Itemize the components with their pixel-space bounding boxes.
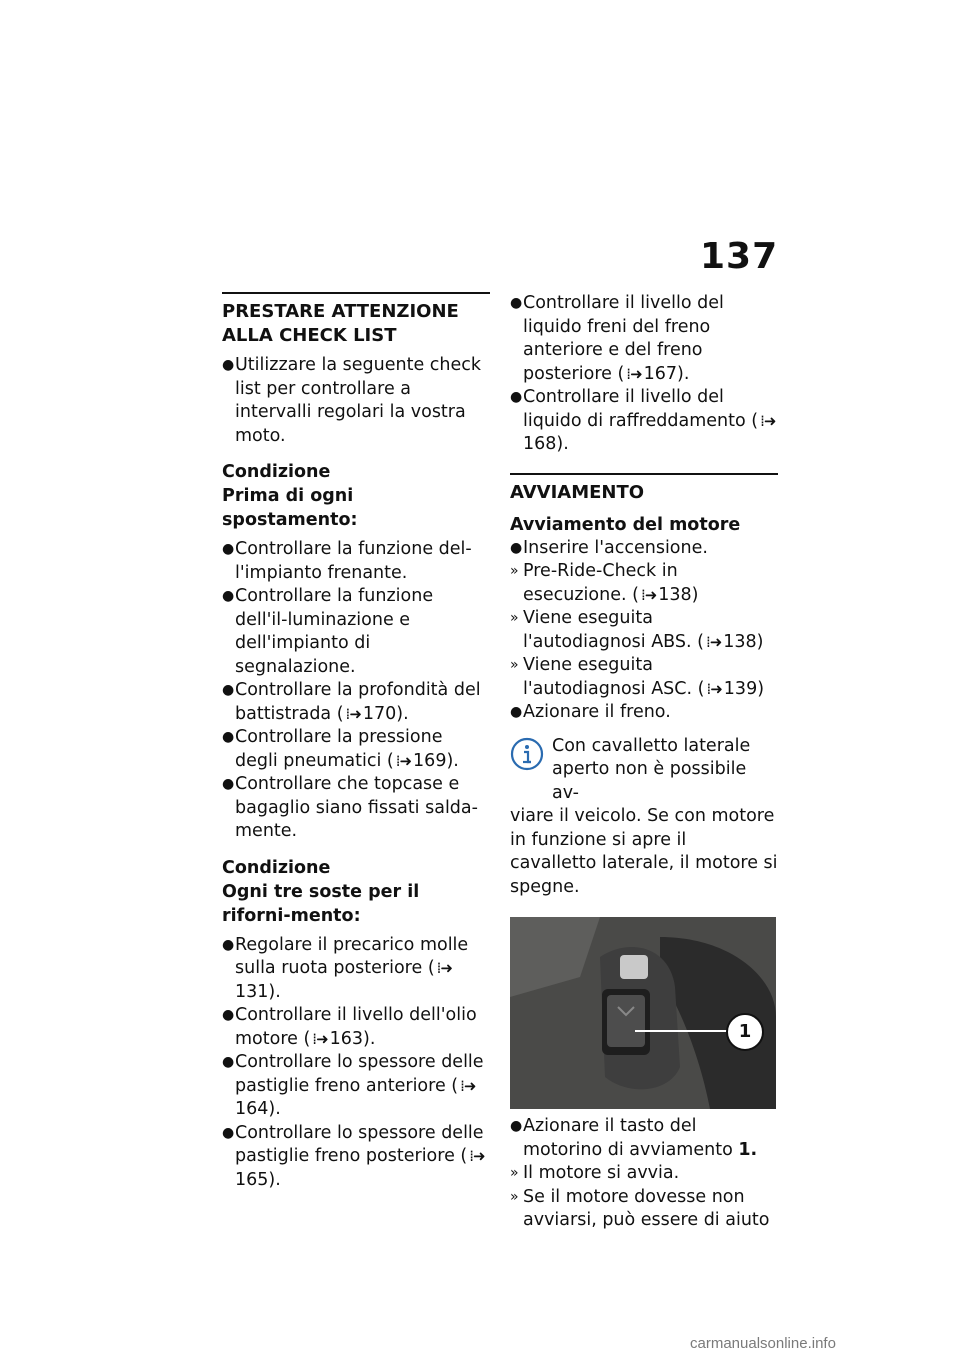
result-marker-icon: »: [510, 563, 519, 579]
page-reference-arrow-icon: ⁞➜: [760, 411, 776, 430]
page-reference[interactable]: 165).: [235, 1169, 281, 1190]
item-text: Azionare il freno.: [523, 702, 671, 722]
starter-button-photo: [510, 917, 776, 1109]
page-reference[interactable]: 164).: [235, 1099, 281, 1119]
left-column: [222, 292, 490, 1192]
page-reference-arrow-icon: ⁞➜: [640, 585, 657, 604]
page-reference-arrow-icon: ⁞➜: [312, 1029, 328, 1048]
list-item: [222, 773, 490, 844]
callout-number: 1: [726, 1013, 764, 1051]
item-text: Il motore si avvia.: [523, 1163, 680, 1183]
item-text: Regolare il precarico molle sulla ruota posteriore (: [235, 934, 469, 978]
item-text: Controllare il livello dell'olio motore (: [235, 1005, 477, 1049]
page-reference-arrow-icon: ⁞➜: [469, 1147, 485, 1165]
list-item: [222, 538, 490, 585]
bullet-icon: ●: [222, 729, 235, 745]
condition-1-list: [222, 538, 490, 844]
bullet-icon: ●: [222, 1007, 235, 1023]
condition-label: Condizione: [222, 462, 331, 482]
list-item: [510, 1186, 778, 1233]
start-steps: [510, 537, 778, 725]
page-reference-arrow-icon: ⁞➜: [460, 1076, 476, 1095]
item-text: Inserire l'accensione.: [523, 537, 708, 558]
page-reference[interactable]: 169).: [413, 750, 459, 771]
subsection-heading: Avviamento del motore: [510, 514, 741, 535]
list-item: [510, 654, 778, 701]
bullet-icon: ●: [510, 539, 523, 556]
result-marker-icon: »: [510, 610, 519, 626]
bullet-icon: ●: [222, 357, 235, 373]
right-column: [510, 292, 778, 1233]
list-item: [510, 386, 778, 457]
list-item: [510, 560, 778, 607]
page-reference-arrow-icon: ⁞➜: [626, 364, 642, 383]
section-rule: [510, 473, 778, 475]
section-rule: [222, 292, 490, 294]
bullet-icon: ●: [222, 776, 235, 792]
bullet-icon: ●: [510, 704, 523, 720]
info-text: Con cavalletto laterale aperto non è possibile av-: [552, 735, 751, 803]
item-text: Viene eseguita l'autodiagnosi ABS. (: [523, 608, 704, 652]
item-text: Utilizzare la seguente check list per controllare a intervalli regolari la vostra moto.: [235, 355, 482, 446]
list-item: [510, 701, 778, 725]
bullet-icon: ●: [222, 1054, 235, 1070]
item-text: Pre-Ride-Check in esecuzione. (: [523, 561, 678, 605]
item-text: Controllare la funzione del-l'impianto frenante.: [235, 539, 472, 583]
item-text: Controllare il livello del liquido di raffreddamento (: [523, 387, 759, 431]
item-text: Controllare lo spessore delle pastiglie freno posteriore (: [235, 1122, 484, 1166]
page-reference[interactable]: 163).: [329, 1028, 376, 1049]
list-item: [510, 1115, 778, 1162]
page-reference[interactable]: 170).: [362, 703, 409, 724]
list-item: [222, 1004, 490, 1051]
info-text-continued: viare il veicolo. Se con motore in funzione si apre il cavalletto laterale, il motore si spegne.: [510, 806, 778, 897]
item-text: Controllare lo spessore delle pastiglie freno anteriore (: [235, 1052, 484, 1096]
page-reference[interactable]: 138): [658, 584, 699, 605]
handlebar-switch-illustration: [510, 917, 776, 1109]
list-item: [222, 354, 490, 448]
page-reference-arrow-icon: ⁞➜: [345, 704, 361, 723]
item-text: Controllare che topcase e bagaglio siano fissati salda-mente.: [235, 774, 478, 841]
list-item: [510, 292, 778, 386]
list-item: [222, 1122, 490, 1193]
item-text: Se il motore dovesse non avviarsi, può essere di aiuto: [523, 1186, 770, 1230]
list-item: [222, 726, 490, 773]
page-reference[interactable]: 138): [723, 631, 764, 652]
page-number: 137: [700, 236, 779, 277]
result-marker-icon: »: [510, 657, 519, 673]
bullet-icon: ●: [510, 389, 523, 405]
bullet-icon: ●: [510, 1118, 523, 1134]
item-text: Viene eseguita l'autodiagnosi ASC. (: [523, 655, 705, 699]
item-text: Controllare la funzione dell'il-luminazione e dell'impianto di segnalazione.: [235, 586, 434, 677]
page-reference[interactable]: 167).: [643, 363, 690, 384]
item-text: Controllare la pressione degli pneumatici (: [235, 727, 443, 771]
watermark-footer: carmanualsonline.info: [690, 1335, 836, 1352]
page-reference-arrow-icon: ⁞➜: [706, 679, 722, 698]
callout-line: [635, 1030, 740, 1032]
result-marker-icon: »: [510, 1188, 519, 1205]
info-icon: [510, 737, 544, 771]
bullet-icon: ●: [222, 541, 235, 557]
section-heading-check-list: PRESTARE ATTENZIONE ALLA CHECK LIST: [222, 301, 459, 346]
list-item: [510, 537, 778, 561]
list-item: [222, 1051, 490, 1122]
bullet-icon: ●: [510, 295, 523, 311]
page-reference[interactable]: 168).: [523, 434, 569, 454]
page-reference-arrow-icon: ⁞➜: [395, 751, 412, 770]
condition-text: Prima di ogni spostamento:: [222, 486, 358, 530]
bullet-icon: ●: [222, 588, 235, 604]
list-item: [510, 607, 778, 654]
item-text: Controllare la profondità del battistrada (: [235, 680, 481, 724]
condition-text: Ogni tre soste per il riforni-mento:: [222, 881, 420, 926]
list-item: [222, 934, 490, 1005]
item-bold-ref: 1.: [738, 1139, 758, 1160]
list-item: [222, 679, 490, 726]
info-note: [510, 735, 778, 806]
item-text: Controllare il livello del liquido freni del freno anteriore e del freno posteriore (: [523, 293, 724, 384]
result-marker-icon: »: [510, 1165, 519, 1181]
page-reference-arrow-icon: ⁞➜: [705, 632, 722, 651]
list-item: [222, 585, 490, 679]
item-text: Azionare il tasto del motorino di avviamento: [523, 1116, 739, 1160]
condition-label: Condizione: [222, 857, 331, 878]
page-reference[interactable]: 131).: [235, 981, 281, 1002]
bullet-icon: ●: [222, 682, 235, 698]
page-reference[interactable]: 139): [723, 678, 765, 699]
section-heading-avviamento: AVVIAMENTO: [510, 481, 645, 503]
bullet-icon: ●: [222, 1124, 235, 1141]
bullet-icon: ●: [222, 936, 235, 953]
page-reference-arrow-icon: ⁞➜: [436, 959, 452, 977]
after-photo-steps: [510, 1115, 778, 1233]
list-item: [510, 1162, 778, 1186]
condition-2-list: [222, 934, 490, 1193]
